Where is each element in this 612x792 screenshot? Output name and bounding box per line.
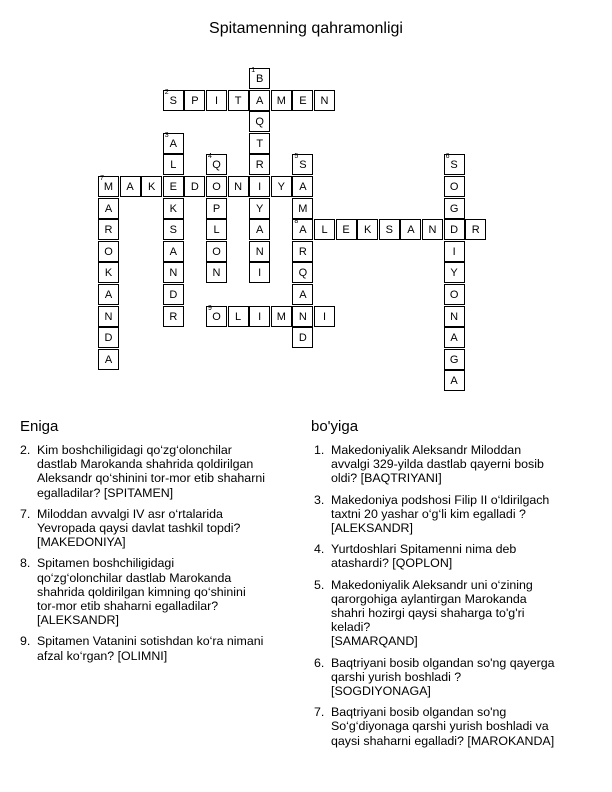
cell-letter: A (169, 245, 177, 258)
cell-letter: N (255, 245, 264, 258)
clue-text: Miloddan avvalgi IV asr o‘rtalarida Yevropada qaysi davlat tashkil topdi? [MAKEDONIYA] (37, 506, 241, 550)
grid-cell[interactable] (444, 219, 465, 240)
cell-letter: A (104, 202, 113, 215)
grid-cell[interactable] (249, 241, 270, 262)
grid-cell[interactable] (444, 198, 465, 219)
page-title: Spitamenning qahramonligi (209, 20, 403, 37)
grid-cell[interactable] (163, 241, 184, 262)
grid-cell[interactable] (444, 262, 465, 283)
clue-num: 3. (314, 492, 325, 507)
grid-cell[interactable] (292, 154, 313, 175)
grid-cell[interactable] (98, 241, 119, 262)
down-clue (314, 443, 604, 486)
grid-cell[interactable] (271, 176, 292, 197)
clue-text: Kim boshchiligidagi qo‘zg‘olonchilar dastlab Marokanda shahrida qoldirilgan Aleksandr qo‘shinini tor-mor etib shaharni egalladilar? [SPITAMEN] (37, 443, 265, 500)
cell-letter: N (450, 310, 459, 323)
clue-text: Yurtdoshlari Spitamenni nima deb atashardi? [QOPLON] (331, 542, 517, 571)
grid-cell[interactable] (228, 306, 249, 327)
grid-cell[interactable] (163, 176, 184, 197)
grid-cell[interactable] (292, 176, 313, 197)
cell-letter: R (471, 224, 480, 237)
cell-letter: I (258, 267, 262, 280)
grid-cell[interactable] (444, 306, 465, 327)
down-clue (314, 705, 604, 748)
grid-cell[interactable] (422, 219, 443, 240)
grid-cell[interactable] (163, 262, 184, 283)
grid-cell[interactable] (163, 198, 184, 219)
cell-letter: S (450, 159, 458, 172)
grid-cell[interactable] (184, 90, 205, 111)
clue-num: 5. (314, 577, 325, 592)
cell-letter: Y (450, 267, 458, 280)
grid-cell[interactable] (292, 198, 313, 219)
cell-letter: S (169, 224, 177, 237)
grid-cell[interactable] (249, 154, 270, 175)
clue-number: 4 (208, 153, 212, 161)
cell-letter: S (169, 94, 177, 107)
cell-letter: N (428, 224, 437, 237)
cell-letter: A (169, 137, 177, 150)
cell-letter: E (169, 181, 177, 193)
cell-letter: L (170, 159, 177, 172)
cell-letter: D (450, 224, 459, 237)
cell-letter: N (212, 267, 221, 280)
cell-letter: G (449, 202, 459, 215)
grid-cell[interactable] (444, 349, 465, 370)
cell-letter: Q (212, 159, 221, 172)
cell-letter: O (449, 181, 459, 193)
cell-letter: N (169, 267, 178, 280)
grid-cell[interactable] (206, 176, 227, 197)
cell-letter: M (276, 94, 286, 107)
down-clue (314, 656, 604, 699)
grid-cell[interactable] (98, 176, 119, 197)
cell-letter: D (169, 289, 178, 301)
across-clue (20, 556, 305, 627)
clue-number: 9 (208, 304, 212, 312)
cell-letter: T (234, 94, 242, 107)
grid-cell[interactable] (163, 90, 184, 111)
grid-cell[interactable] (444, 241, 465, 262)
grid-cell[interactable] (249, 111, 270, 132)
grid-cell[interactable] (271, 306, 292, 327)
cell-letter: M (276, 310, 286, 323)
grid-cell[interactable] (163, 154, 184, 175)
clue-number: 6 (445, 153, 450, 161)
cell-letter: E (299, 94, 307, 107)
grid-cell[interactable] (98, 327, 119, 348)
clue-number: 7 (100, 175, 104, 182)
cell-letter: L (235, 310, 242, 323)
grid-cell[interactable] (357, 219, 378, 240)
grid-cell[interactable] (163, 284, 184, 305)
grid-cell[interactable] (206, 262, 227, 283)
grid-cell[interactable] (314, 306, 335, 327)
clue-number: 2 (164, 88, 169, 96)
across-clue (20, 507, 305, 550)
grid-cell[interactable] (314, 219, 335, 240)
cell-letter: N (320, 94, 329, 107)
grid-cell[interactable] (98, 284, 119, 305)
clue-text: Baqtriyani bosib olgandan so'ng So‘g‘diyonaga qarshi yurish boshladi va qaysi shaharni egalladi? [MAROKANDA] (331, 705, 555, 748)
grid-cell[interactable] (206, 306, 227, 327)
cell-letter: G (449, 353, 459, 366)
down-clue (314, 493, 604, 536)
grid-cell[interactable] (206, 90, 227, 111)
cell-letter: I (258, 181, 262, 193)
clue-text: Spitamen boshchiligidagi qo‘zg‘olonchilar dastlab Marokanda shahrida qoldirilgan kimning qo‘shinini tor-mor etib shaharni egalladilar? [ALEKSANDR] (37, 556, 246, 628)
cell-letter: O (212, 310, 221, 323)
clue-text: Makedoniyalik Aleksandr uni o‘zining qarorgohiga aylantirgan Marokanda shahri hozirgi qaysi shaharga to'g'ri keladi? [SAMARQAND] (331, 577, 533, 649)
grid-cell[interactable] (120, 176, 141, 197)
grid-cell[interactable] (163, 306, 184, 327)
cell-letter: P (191, 94, 199, 107)
grid-cell[interactable] (314, 90, 335, 111)
cell-letter: I (214, 94, 219, 107)
grid-cell[interactable] (292, 90, 313, 111)
cell-letter: Y (256, 202, 264, 215)
cell-letter: L (321, 224, 328, 237)
cell-letter: R (169, 310, 178, 323)
grid-cell[interactable] (400, 219, 421, 240)
cell-letter: K (104, 267, 113, 280)
cell-letter: O (104, 245, 113, 258)
cell-letter: Y (277, 181, 285, 193)
grid-cell[interactable] (292, 262, 313, 283)
clue-text: Baqtriyani bosib olgandan so'ng qayerga qarshi yurish boshladi ? [SOGDIYONAGA] (331, 655, 555, 699)
across-clue-list (20, 443, 305, 670)
grid-cell[interactable] (206, 154, 227, 175)
grid-cell[interactable] (444, 176, 465, 197)
down-clue (314, 578, 604, 649)
across-clue (20, 634, 305, 662)
cell-letter: S (385, 224, 393, 237)
grid-cell[interactable] (184, 176, 205, 197)
grid-cell[interactable] (379, 219, 400, 240)
across-clue (20, 443, 305, 500)
cell-letter: M (298, 202, 308, 215)
cell-letter: E (342, 224, 350, 237)
cell-letter: D (104, 332, 113, 345)
grid-cell[interactable] (98, 198, 119, 219)
grid-cell[interactable] (228, 176, 249, 197)
cell-letter: A (299, 224, 307, 237)
cell-letter: D (190, 181, 199, 193)
grid-cell[interactable] (444, 327, 465, 348)
clue-text: Makedoniya podshosi Filip II o‘ldirilgach taxtni 20 yashar o‘g‘li kim egalladi ? [ALEKSANDR] (331, 492, 550, 536)
grid-cell[interactable] (249, 262, 270, 283)
cell-letter: A (299, 181, 307, 193)
grid-cell[interactable] (444, 154, 465, 175)
grid-cell[interactable] (336, 219, 357, 240)
clue-number: 8 (294, 218, 299, 226)
cell-letter: K (364, 224, 372, 237)
grid-cell[interactable] (98, 262, 119, 283)
cell-letter: R (255, 159, 264, 172)
grid-cell[interactable] (206, 219, 227, 240)
clue-text: Makedoniyalik Aleksandr Miloddan avvalgi 329-yilda dastlab qayerni bosib oldi? [BAQTRIYANI] (331, 443, 544, 486)
cell-letter: N (104, 310, 113, 323)
clue-number: 1 (251, 67, 256, 74)
cell-letter: O (212, 181, 221, 193)
clue-num: 2. (20, 443, 31, 457)
cell-letter: S (299, 159, 307, 172)
clue-num: 8. (20, 556, 31, 571)
grid-cell[interactable] (249, 306, 270, 327)
grid-cell[interactable] (163, 133, 184, 154)
clue-num: 9. (20, 634, 31, 649)
cell-letter: B (256, 73, 264, 85)
grid-cell[interactable] (98, 219, 119, 240)
grid-cell[interactable] (271, 90, 292, 111)
grid-cell[interactable] (249, 90, 270, 111)
cell-letter: I (322, 310, 327, 323)
cell-letter: D (298, 332, 307, 345)
grid-cell[interactable] (292, 219, 313, 240)
grid-cell[interactable] (249, 219, 270, 240)
cell-letter: K (169, 202, 177, 215)
cell-letter: A (104, 353, 113, 366)
cell-letter: A (104, 289, 113, 301)
grid-cell[interactable] (292, 241, 313, 262)
grid-cell[interactable] (249, 133, 270, 154)
clue-number: 5 (294, 153, 299, 161)
grid-cell[interactable] (206, 198, 227, 219)
cell-letter: R (104, 224, 113, 237)
cell-letter: T (256, 137, 264, 150)
clue-text: Spitamen Vatanini sotishdan ko‘ra nimani afzal ko‘rgan? [OLIMNI] (37, 634, 264, 663)
cell-letter: P (212, 202, 221, 215)
cell-letter: O (212, 245, 221, 258)
down-clue (314, 542, 604, 570)
grid-cell[interactable] (292, 284, 313, 305)
cell-letter: A (256, 224, 264, 237)
cell-letter: A (450, 332, 458, 345)
down-clue-list (314, 443, 604, 755)
clue-number: 3 (164, 131, 169, 139)
cell-letter: N (298, 310, 307, 323)
cell-letter: L (213, 224, 220, 237)
grid-cell[interactable] (163, 219, 184, 240)
cell-letter: I (258, 310, 262, 323)
cell-letter: M (103, 181, 114, 193)
grid-cell[interactable] (206, 241, 227, 262)
clue-num: 7. (314, 705, 325, 720)
grid-cell[interactable] (98, 306, 119, 327)
cell-letter: N (234, 181, 243, 193)
grid-cell[interactable] (292, 306, 313, 327)
grid-cell[interactable] (98, 349, 119, 370)
clue-num: 1. (314, 443, 325, 457)
cell-letter: O (449, 289, 459, 301)
cell-letter: A (407, 224, 415, 237)
cell-letter: I (452, 245, 456, 258)
grid-cell[interactable] (465, 219, 486, 240)
cell-letter: R (298, 245, 307, 258)
cell-letter: A (126, 181, 134, 193)
clue-num: 4. (314, 542, 325, 557)
cell-letter: Q (298, 267, 308, 280)
cell-letter: K (148, 181, 156, 193)
cell-letter: A (450, 375, 458, 388)
grid-cell[interactable] (228, 90, 249, 111)
cell-letter: A (299, 289, 307, 301)
grid-cell[interactable] (292, 327, 313, 348)
grid-cell[interactable] (249, 198, 270, 219)
grid-cell[interactable] (141, 176, 162, 197)
clue-num: 6. (314, 655, 325, 670)
across-heading: Eniga (20, 418, 59, 435)
clue-num: 7. (20, 506, 31, 521)
grid-cell[interactable] (444, 284, 465, 305)
cell-letter: Q (255, 116, 264, 129)
down-heading: bo'yiga (311, 418, 359, 435)
cell-letter: A (256, 94, 264, 107)
grid-cell[interactable] (444, 370, 465, 391)
grid-cell[interactable] (249, 68, 270, 89)
grid-cell[interactable] (249, 176, 270, 197)
